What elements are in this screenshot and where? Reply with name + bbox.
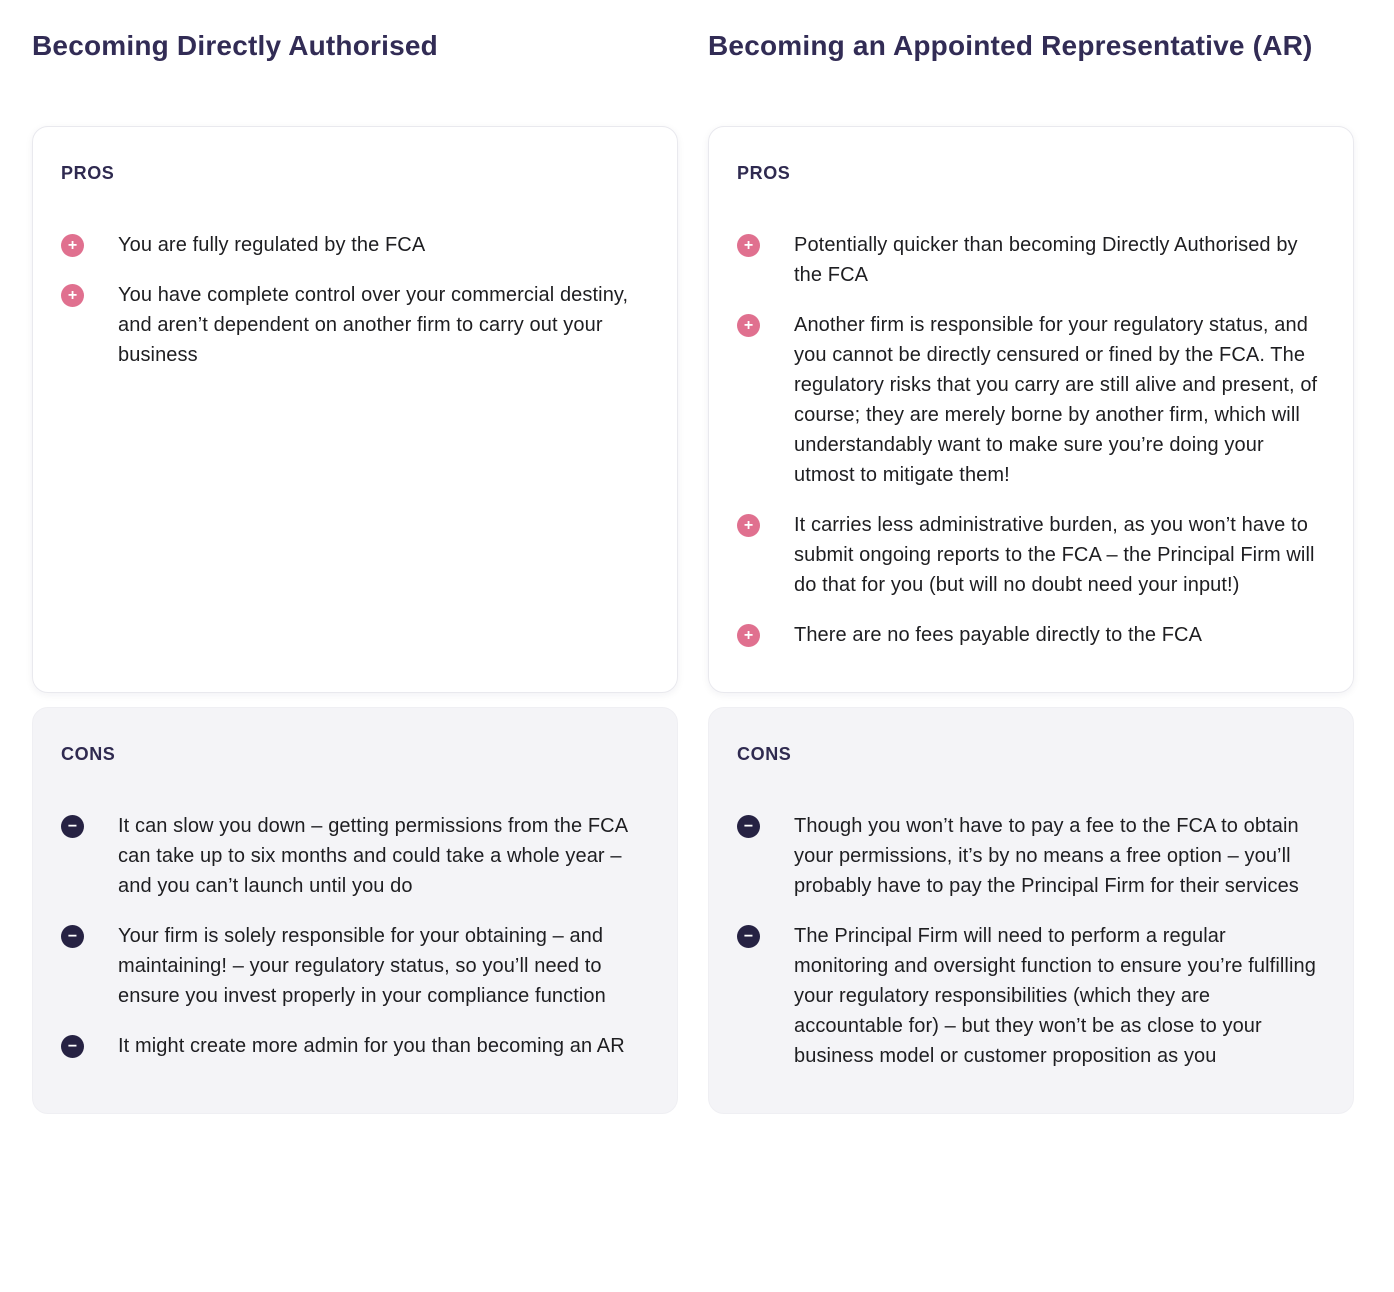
minus-icon: − [737, 815, 760, 838]
pro-item [737, 230, 1323, 290]
cons-card-directly-authorised [32, 707, 678, 1114]
cons-list [61, 811, 647, 1061]
item-text: Though you won’t have to pay a fee to the FCA to obtain your permissions, it’s by no means a free option – you’ll probably have to pay the Principal Firm for their services [794, 815, 1299, 898]
minus-icon: − [61, 815, 84, 838]
pro-item [737, 510, 1323, 600]
cons-heading: CONS [737, 744, 792, 765]
pros-heading: PROS [61, 163, 115, 184]
item-text: There are no fees payable directly to the FCA [794, 624, 1203, 647]
minus-icon: − [61, 1035, 84, 1058]
con-item [61, 811, 647, 901]
item-text: It can slow you down – getting permissions from the FCA can take up to six months and could take a whole year – and you can’t launch until you do [118, 815, 628, 898]
item-text: Another firm is responsible for your regulatory status, and you cannot be directly censured or fined by the FCA. The regulatory risks that you carry are still alive and present, of course; they are merely borne by another firm, which will understandably want to make sure you’re doing your utmost to mitigate them! [794, 314, 1318, 487]
con-item [737, 921, 1323, 1071]
plus-icon: + [737, 234, 760, 257]
plus-icon: + [61, 234, 84, 257]
minus-icon: − [737, 925, 760, 948]
pros-heading: PROS [737, 163, 791, 184]
pro-item [737, 310, 1323, 490]
pros-card-appointed-representative [708, 126, 1354, 693]
item-text: You are fully regulated by the FCA [118, 234, 426, 257]
pros-list [737, 230, 1323, 650]
plus-icon: + [737, 314, 760, 337]
item-text: Your firm is solely responsible for your obtaining – and maintaining! – your regulatory status, so you’ll need to ensure you invest properly in your compliance function [118, 925, 606, 1008]
pro-item [61, 280, 647, 370]
title-appointed-representative: Becoming an Appointed Representative (AR) [708, 30, 1313, 61]
cons-card-appointed-representative [708, 707, 1354, 1114]
con-item [61, 1031, 647, 1061]
pro-item [737, 620, 1323, 650]
pro-item [61, 230, 647, 260]
plus-icon: + [737, 514, 760, 537]
cons-heading: CONS [61, 744, 116, 765]
con-item [61, 921, 647, 1011]
item-text: It carries less administrative burden, as you won’t have to submit ongoing reports to the FCA – the Principal Firm will do that for you (but will no doubt need your input!) [794, 514, 1315, 597]
title-directly-authorised: Becoming Directly Authorised [32, 30, 438, 61]
item-text: You have complete control over your commercial destiny, and aren’t dependent on another firm to carry out your business [118, 284, 629, 367]
pros-list [61, 230, 647, 370]
item-text: The Principal Firm will need to perform a regular monitoring and oversight function to ensure you’re fulfilling your regulatory responsibilities (which they are accountable for) – but they won’t be as close to your business model or customer proposition as you [794, 925, 1316, 1068]
cons-list [737, 811, 1323, 1071]
minus-icon: − [61, 925, 84, 948]
plus-icon: + [61, 284, 84, 307]
con-item [737, 811, 1323, 901]
pros-card-directly-authorised [32, 126, 678, 693]
item-text: Potentially quicker than becoming Directly Authorised by the FCA [794, 234, 1298, 287]
item-text: It might create more admin for you than becoming an AR [118, 1035, 625, 1058]
plus-icon: + [737, 624, 760, 647]
